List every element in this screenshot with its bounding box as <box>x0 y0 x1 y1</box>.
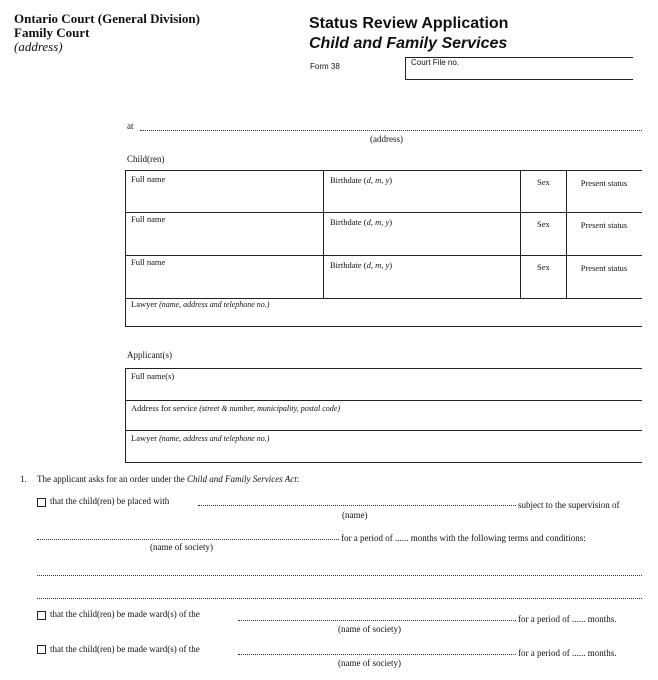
applicants-row-divider-1 <box>125 400 642 401</box>
children-col-divider-2 <box>520 170 521 298</box>
address-caption: (address) <box>370 134 403 144</box>
option-1-period-text: for a period of ...... months with the following terms and conditions: <box>341 533 586 543</box>
court-file-label: Court File no. <box>411 58 460 67</box>
option-1-name-caption: (name) <box>342 510 368 520</box>
option-3-checkbox[interactable] <box>37 645 46 654</box>
child-3-sex-label[interactable]: Sex <box>537 262 550 272</box>
option-3-society-line[interactable] <box>238 654 516 655</box>
applicants-section-label: Applicant(s) <box>127 350 172 360</box>
child-2-sex-label[interactable]: Sex <box>537 219 550 229</box>
child-3-present-status-label[interactable]: Present status <box>580 263 628 273</box>
child-1-sex-label[interactable]: Sex <box>537 177 550 187</box>
option-1-text: that the child(ren) be placed with <box>50 496 170 506</box>
option-2-tail: for a period of ...... months. <box>518 614 617 624</box>
children-col-divider-1 <box>323 170 324 298</box>
child-1-birthdate-label[interactable]: Birthdate (d, m, y) <box>330 175 393 185</box>
applicants-table-top <box>125 368 642 369</box>
option-2-text: that the child(ren) be made ward(s) of the <box>50 609 200 619</box>
applicants-row-divider-2 <box>125 430 642 431</box>
child-1-full-name-label[interactable]: Full name <box>131 174 166 184</box>
applicant-lawyer-label[interactable]: Lawyer (name, address and telephone no.) <box>131 433 270 443</box>
court-branch: Family Court <box>14 25 90 40</box>
child-2-birthdate-label[interactable]: Birthdate (d, m, y) <box>330 217 393 227</box>
children-section-label: Child(ren) <box>127 154 165 164</box>
children-lawyer-label[interactable]: Lawyer (name, address and telephone no.) <box>131 299 270 309</box>
option-3-society-caption: (name of society) <box>338 658 401 668</box>
option-3-text: that the child(ren) be made ward(s) of the <box>50 644 200 654</box>
children-col-divider-3 <box>566 170 567 298</box>
child-1-present-status-label[interactable]: Present status <box>580 178 628 188</box>
children-table-left <box>125 170 126 326</box>
court-address-caption: (address) <box>14 39 63 54</box>
children-table-top <box>125 170 642 171</box>
applicants-table-bottom <box>125 462 642 463</box>
form-subtitle: Child and Family Services <box>309 35 508 52</box>
applicants-table-left <box>125 368 126 462</box>
at-label: at <box>127 121 134 131</box>
section-1-intro: The applicant asks for an order under the Child and Family Services Act: <box>37 474 300 484</box>
address-line[interactable] <box>140 130 642 131</box>
child-2-present-status-label[interactable]: Present status <box>580 220 628 230</box>
terms-line-1[interactable] <box>37 575 642 576</box>
option-1-society-line[interactable] <box>37 539 339 540</box>
child-3-full-name-label[interactable]: Full name <box>131 257 166 267</box>
court-file-box-bottom <box>405 79 633 80</box>
option-2-society-caption: (name of society) <box>338 624 401 634</box>
children-row-divider-1 <box>125 212 642 213</box>
applicant-full-names-label[interactable]: Full name(s) <box>131 371 175 381</box>
applicant-address-label[interactable]: Address for service (street & number, municipality, postal code) <box>131 403 341 413</box>
child-3-birthdate-label[interactable]: Birthdate (d, m, y) <box>330 260 393 270</box>
option-3-tail: for a period of ...... months. <box>518 648 617 658</box>
children-row-divider-2 <box>125 255 642 256</box>
option-1-name-line[interactable] <box>198 505 516 506</box>
section-1-number: 1. <box>20 474 27 484</box>
court-name: Ontario Court (General Division) <box>14 11 200 26</box>
child-2-full-name-label[interactable]: Full name <box>131 214 166 224</box>
terms-line-2[interactable] <box>37 598 642 599</box>
form-title: Status Review Application <box>309 15 509 32</box>
option-1-checkbox[interactable] <box>37 498 46 507</box>
option-2-checkbox[interactable] <box>37 611 46 620</box>
children-table-bottom <box>125 326 642 327</box>
form-number: Form 38 <box>310 62 340 71</box>
court-file-box-left <box>405 57 406 79</box>
option-2-society-line[interactable] <box>238 620 516 621</box>
option-1-society-caption: (name of society) <box>150 542 213 552</box>
option-1-tail: subject to the supervision of <box>518 500 620 510</box>
